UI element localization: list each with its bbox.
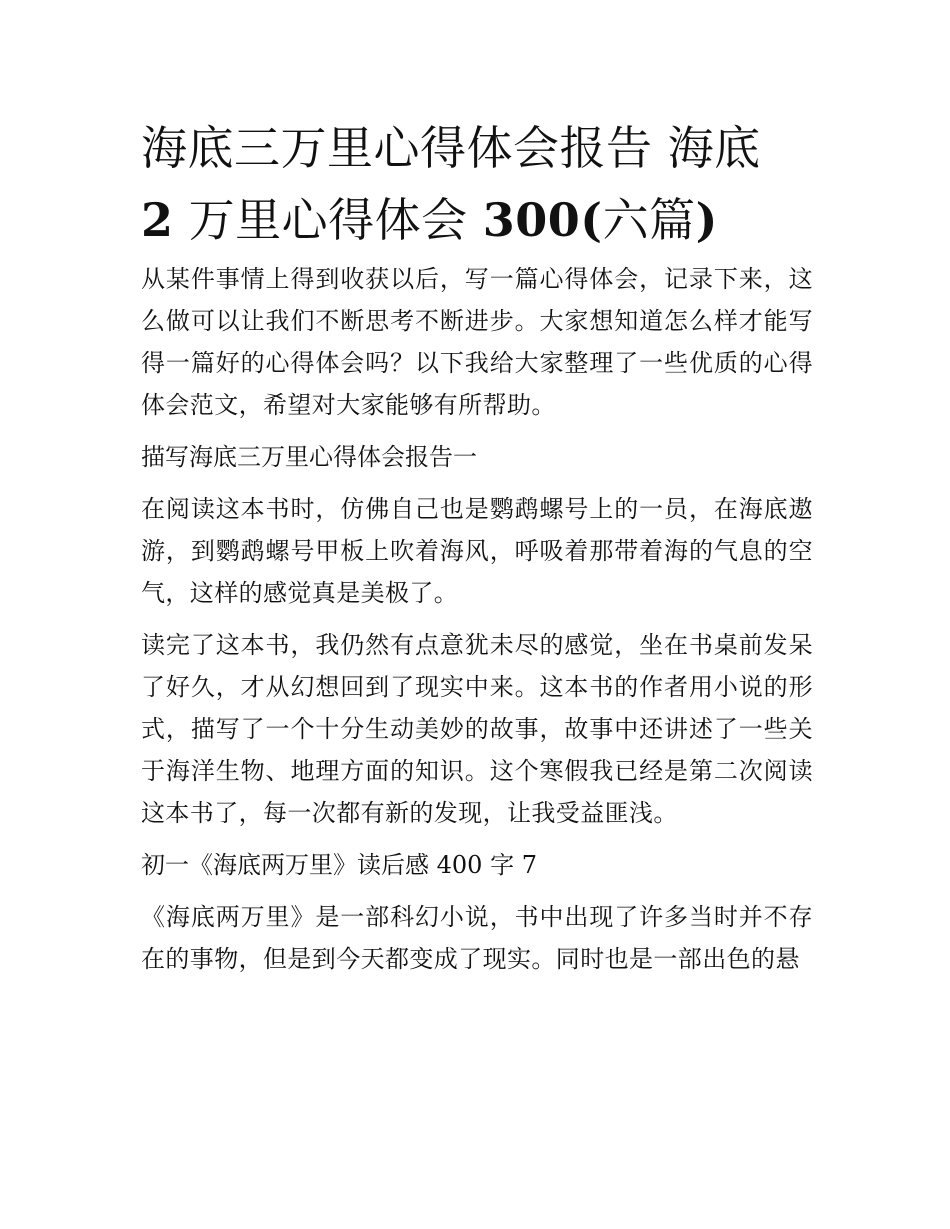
section-1-paragraph-1: 在阅读这本书时，仿佛自己也是鹦鹉螺号上的一员，在海底遨游，到鹦鹉螺号甲板上吹着海风，呼吸着那带着海的气息的空气，这样的感觉真是美极了。 [141,495,813,607]
title-six-parts: 六篇 [602,193,696,247]
section-2-heading: 初一《海底两万里》读后感 400 字 7 [141,851,537,879]
title-close-paren: ) [695,193,718,247]
title-number-300: 300( [482,193,603,247]
document-title [141,112,813,256]
title-line-1: 海底三万里心得体会报告 海底 [141,121,761,175]
section-1-heading: 描写海底三万里心得体会报告一 [141,443,477,471]
section-2-paragraph-1: 《海底两万里》是一部科幻小说，书中出现了许多当时并不存在的事物，但是到今天都变成了现实。同时也是一部出色的悬 [141,903,813,973]
title-number-2: 2 [141,193,174,247]
title-text-part: 万里心得体会 [173,193,483,247]
document-body [141,112,813,980]
section-1-paragraph-2: 读完了这本书，我仍然有点意犹未尽的感觉，坐在书桌前发呆了好久，才从幻想回到了现实中来。这本书的作者用小说的形式，描写了一个十分生动美妙的故事，故事中还讲述了一些关于海洋生物、地理方面的知识。这个寒假我已经是第二次阅读这本书了，每一次都有新的发现，让我受益匪浅。 [141,631,813,827]
intro-paragraph: 从某件事情上得到收获以后，写一篇心得体会，记录下来，这么做可以让我们不断思考不断进步。大家想知道怎么样才能写得一篇好的心得体会吗？以下我给大家整理了一些优质的心得体会范文，希望对大家能够有所帮助。 [141,265,813,419]
